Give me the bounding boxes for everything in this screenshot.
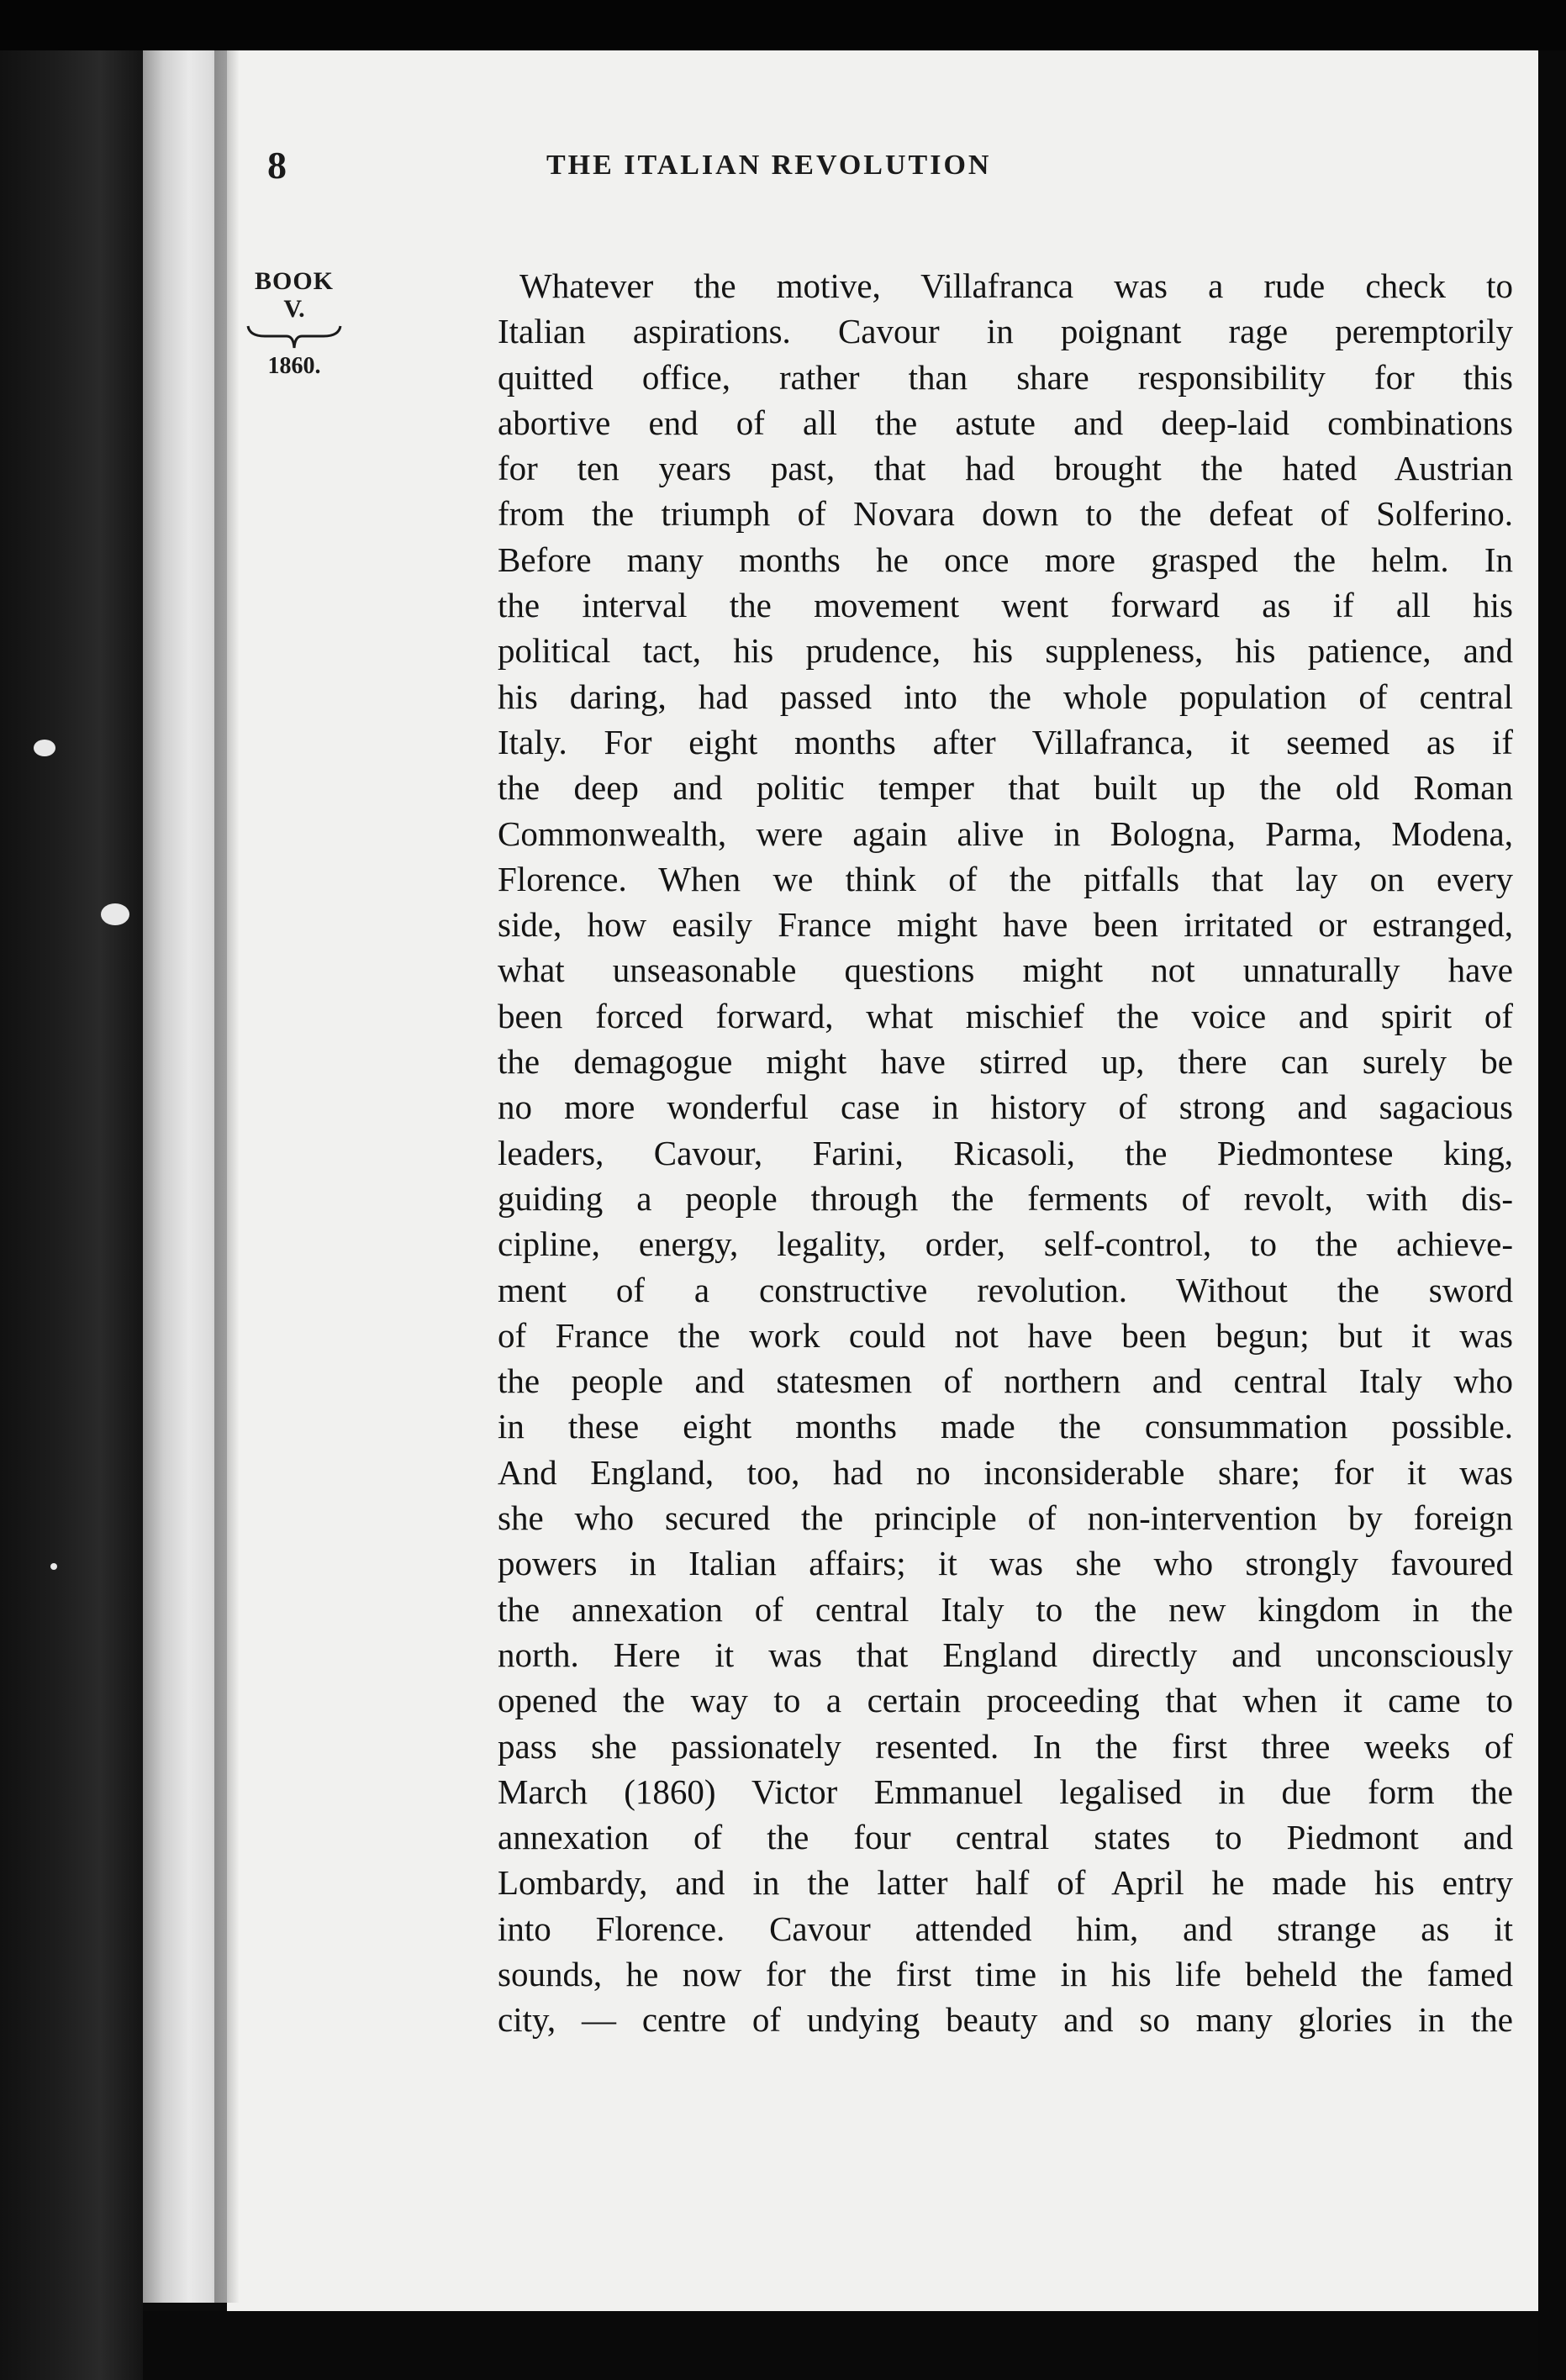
margin-note-book: BOOK: [254, 267, 334, 295]
text-line: his daring, had passed into the whole population of central: [498, 677, 1513, 716]
text-line: in these eight months made the consummation possible.: [498, 1407, 1513, 1446]
text-line: pass she passionately resented. In the first three weeks of: [498, 1726, 1513, 1766]
text-line: the annexation of central Italy to the new kingdom in the: [498, 1589, 1513, 1629]
text-line: city, — centre of undying beauty and so many glories in the: [498, 2000, 1513, 2040]
text-line: guiding a people through the ferments of revolt, with dis-: [498, 1178, 1513, 1218]
text-line: the demagogue might have stirred up, there can surely be: [498, 1042, 1513, 1082]
text-line: March (1860) Victor Emmanuel legalised in due form the: [498, 1772, 1513, 1811]
text-line: Commonwealth, were again alive in Bologna, Parma, Modena,: [498, 814, 1513, 853]
text-line: into Florence. Cavour attended him, and strange as it: [498, 1909, 1513, 1948]
text-line: political tact, his prudence, his suppleness, his patience, and: [498, 631, 1513, 671]
scan-border-right: [1538, 50, 1566, 2380]
text-line: the deep and politic temper that built up the old Roman: [498, 768, 1513, 808]
text-line: quitted office, rather than share responsibility for this: [498, 357, 1513, 397]
text-line: side, how easily France might have been irritated or estranged,: [498, 905, 1513, 945]
text-line: what unseasonable questions might not unnaturally have: [498, 950, 1513, 990]
text-line: Italian aspirations. Cavour in poignant rage peremptorily: [498, 312, 1513, 351]
body-text: [498, 263, 1513, 2043]
text-line: north. Here it was that England directly and unconsciously: [498, 1635, 1513, 1674]
curly-brace-icon: [245, 323, 344, 351]
text-line: sounds, he now for the first time in his life beheld the famed: [498, 1954, 1513, 1993]
text-line: Before many months he once more grasped the helm. In: [498, 540, 1513, 579]
text-line: the interval the movement went forward as if all his: [498, 586, 1513, 625]
page-number: 8: [267, 144, 287, 187]
margin-note-year: 1860.: [267, 353, 321, 379]
text-line: opened the way to a certain proceeding that when it came to: [498, 1681, 1513, 1720]
text-line: been forced forward, what mischief the voice and spirit of: [498, 996, 1513, 1035]
text-line: powers in Italian affairs; it was she who strongly favoured: [498, 1544, 1513, 1583]
gutter-shadow: [214, 50, 240, 2303]
text-line: ment of a constructive revolution. Without the sword: [498, 1270, 1513, 1309]
scan-border-top: [0, 0, 1566, 50]
scan-border-bottom: [143, 2311, 1538, 2380]
text-line: of France the work could not have been begun; but it was: [498, 1315, 1513, 1355]
text-line: Florence. When we think of the pitfalls that lay on every: [498, 859, 1513, 898]
text-line: Lombardy, and in the latter half of April he made his entry: [498, 1863, 1513, 1903]
margin-note: [240, 267, 349, 380]
text-line: from the triumph of Novara down to the defeat of Solferino.: [498, 494, 1513, 534]
text-line: the people and statesmen of northern and central Italy who: [498, 1361, 1513, 1401]
text-line: annexation of the four central states to Piedmont and: [498, 1818, 1513, 1857]
text-line: abortive end of all the astute and deep-laid combinations: [498, 403, 1513, 442]
margin-note-volume: V.: [283, 295, 305, 323]
text-line: Whatever the motive, Villafranca was a rude check to: [519, 266, 1513, 305]
scan-border-left: [0, 50, 143, 2380]
text-line: she who secured the principle of non-intervention by foreign: [498, 1498, 1513, 1538]
text-line: for ten years past, that had brought the hated Austrian: [498, 449, 1513, 488]
running-title: THE ITALIAN REVOLUTION: [546, 150, 992, 181]
text-line: And England, too, had no inconsiderable share; for it was: [498, 1452, 1513, 1492]
text-line: no more wonderful case in history of strong and sagacious: [498, 1087, 1513, 1127]
text-line: cipline, energy, legality, order, self-control, to the achieve-: [498, 1224, 1513, 1264]
text-line: leaders, Cavour, Farini, Ricasoli, the Piedmontese king,: [498, 1133, 1513, 1172]
text-line: Italy. For eight months after Villafranca, it seemed as if: [498, 722, 1513, 761]
